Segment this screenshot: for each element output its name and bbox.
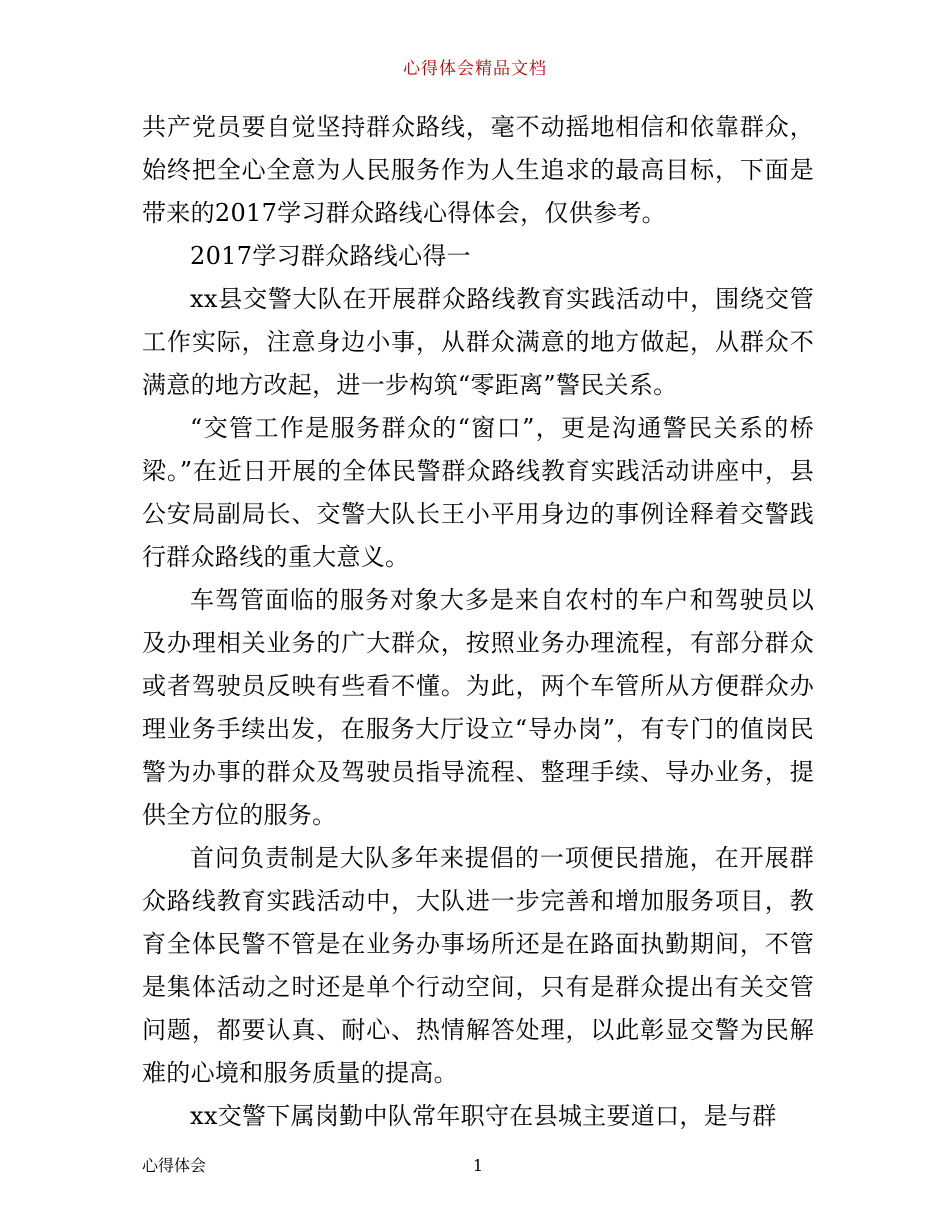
document-body (142, 106, 814, 1138)
paragraph: xx县交警大队在开展群众路线教育实践活动中，围绕交管工作实际，注意身边小事，从群众满意的地方做起，从群众不满意的地方改起，进一步构筑“零距离”警民关系。 (142, 285, 814, 399)
paragraph: xx交警下属岗勤中队常年职守在县城主要道口，是与群 (190, 1102, 777, 1130)
paragraph: 2017学习群众路线心得一 (190, 242, 471, 270)
page-number: 1 (472, 1156, 484, 1175)
paragraph: 车驾管面临的服务对象大多是来自农村的车户和驾驶员以及办理相关业务的广大群众，按照业务办理流程，有部分群众或者驾驶员反映有些看不懂。为此，两个车管所从方便群众办理业务手续出发，在服务大厅设立“导办岗”，有专门的值岗民警为办事的群众及驾驶员指导流程、整理手续、导办业务，提供全方位的服务。 (142, 586, 814, 829)
paragraph: 首问负责制是大队多年来提倡的一项便民措施，在开展群众路线教育实践活动中，大队进一步完善和增加服务项目，教育全体民警不管是在业务办事场所还是在路面执勤期间，不管是集体活动之时还是单个行动空间，只有是群众提出有关交管问题，都要认真、耐心、热情解答处理，以此彰显交警为民解难的心境和服务质量的提高。 (142, 844, 814, 1087)
paragraph: 共产党员要自觉坚持群众路线，毫不动摇地相信和依靠群众，始终把全心全意为人民服务作为人生追求的最高目标，下面是带来的2017学习群众路线心得体会，仅供参考。 (142, 113, 814, 227)
header-title: 心得体会精品文档 (403, 59, 547, 79)
paragraph: “交管工作是服务群众的“窗口”，更是沟通警民关系的桥梁。”在近日开展的全体民警群众路线教育实践活动讲座中，县公安局副局长、交警大队长王小平用身边的事例诠释着交警践行群众路线的重大意义。 (142, 414, 814, 571)
footer-label: 心得体会 (142, 1156, 207, 1175)
